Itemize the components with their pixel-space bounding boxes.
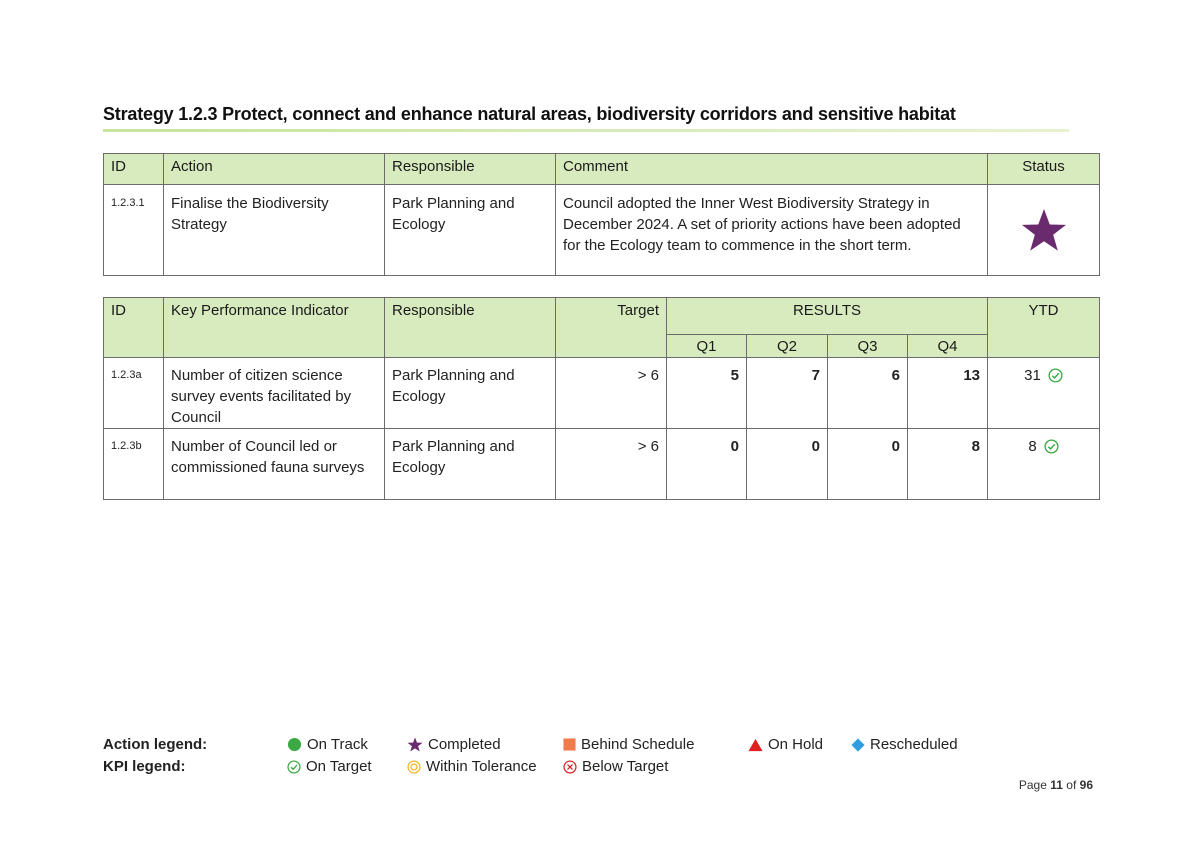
col-header-action: Action (164, 154, 385, 185)
kpi-q4: 8 (908, 429, 988, 500)
kpi-col-header-q1: Q1 (667, 335, 747, 358)
legend-on-target-label: On Target (306, 758, 372, 775)
heading-underline (103, 129, 1069, 132)
kpi-header-row (104, 298, 1100, 335)
green-circle-icon (287, 737, 302, 752)
kpi-col-header-responsible: Responsible (385, 298, 556, 358)
table-row (104, 429, 1100, 500)
kpi-q2: 7 (747, 358, 828, 429)
blue-diamond-icon (851, 738, 865, 752)
kpi-q1: 0 (667, 429, 747, 500)
kpi-q4: 13 (908, 358, 988, 429)
kpi-id: 1.2.3a (104, 358, 164, 429)
col-header-status: Status (988, 154, 1100, 185)
page-prefix: Page (1018, 778, 1047, 792)
page-total: 96 (1079, 778, 1093, 792)
legend-below-target-label: Below Target (582, 758, 669, 775)
legend-completed-label: Completed (428, 736, 501, 753)
kpi-q1: 5 (667, 358, 747, 429)
red-triangle-icon (748, 738, 763, 752)
kpi-ytd-value: 31 (1024, 367, 1041, 384)
legend-behind-schedule (563, 736, 694, 753)
action-status (988, 185, 1100, 276)
on-target-check-icon (1048, 368, 1063, 383)
action-comment: Council adopted the Inner West Biodiversity Strategy in December 2024. A set of priority actions have been adopted for the Ecology team to commence in the short term. (556, 185, 988, 276)
red-x-circle-icon (563, 760, 577, 774)
legend-on-hold-label: On Hold (768, 736, 824, 753)
action-legend-label: Action legend: (103, 736, 208, 753)
action-responsible: Park Planning and Ecology (385, 185, 556, 276)
kpi-q3: 0 (828, 429, 908, 500)
page-current: 11 (1050, 778, 1063, 792)
kpi-responsible: Park Planning and Ecology (385, 429, 556, 500)
completed-star-icon (1021, 208, 1067, 252)
kpi-col-header-q2: Q2 (747, 335, 828, 358)
kpi-ytd-value: 8 (1028, 438, 1037, 455)
table-row (104, 358, 1100, 429)
kpi-col-header-kpi: Key Performance Indicator (164, 298, 385, 358)
kpi-responsible: Park Planning and Ecology (385, 358, 556, 429)
kpi-ytd (988, 358, 1100, 429)
legend-rescheduled-label: Rescheduled (870, 736, 958, 753)
yellow-target-icon (407, 760, 421, 774)
legend-on-hold (748, 736, 823, 753)
table-row (104, 185, 1100, 276)
kpi-legend-label: KPI legend: (103, 758, 186, 775)
kpi-table (103, 297, 1100, 500)
legend-on-track (287, 736, 368, 753)
on-target-check-icon (1044, 439, 1059, 454)
actions-header-row (104, 154, 1100, 185)
col-header-comment: Comment (556, 154, 988, 185)
orange-square-icon (563, 738, 576, 751)
actions-table (103, 153, 1100, 276)
kpi-q2: 0 (747, 429, 828, 500)
kpi-col-header-target: Target (556, 298, 667, 358)
kpi-target: > 6 (556, 358, 667, 429)
action-id: 1.2.3.1 (104, 185, 164, 276)
legend-behind-schedule-label: Behind Schedule (581, 736, 695, 753)
kpi-col-header-q4: Q4 (908, 335, 988, 358)
col-header-id: ID (104, 154, 164, 185)
kpi-ytd (988, 429, 1100, 500)
kpi-col-header-ytd: YTD (988, 298, 1100, 358)
legend-within-tolerance (407, 758, 537, 775)
kpi-col-header-q3: Q3 (828, 335, 908, 358)
green-check-circle-icon (287, 760, 301, 774)
legend-completed (407, 736, 501, 753)
page-number (1019, 778, 1093, 792)
legend-within-tolerance-label: Within Tolerance (426, 758, 537, 775)
kpi-target: > 6 (556, 429, 667, 500)
legend-on-track-label: On Track (307, 736, 368, 753)
purple-star-icon (407, 737, 423, 752)
page-of: of (1066, 778, 1077, 792)
legend-rescheduled (851, 736, 958, 753)
legend-on-target (287, 758, 372, 775)
kpi-text: Number of Council led or commissioned fauna surveys (164, 429, 385, 500)
kpi-col-header-id: ID (104, 298, 164, 358)
kpi-text: Number of citizen science survey events facilitated by Council (164, 358, 385, 429)
col-header-responsible: Responsible (385, 154, 556, 185)
kpi-q3: 6 (828, 358, 908, 429)
kpi-col-header-results: RESULTS (667, 298, 988, 335)
strategy-heading: Strategy 1.2.3 Protect, connect and enhance natural areas, biodiversity corridors and sensitive habitat (103, 104, 956, 124)
legend-below-target (563, 758, 668, 775)
action-text: Finalise the Biodiversity Strategy (164, 185, 385, 276)
kpi-id: 1.2.3b (104, 429, 164, 500)
